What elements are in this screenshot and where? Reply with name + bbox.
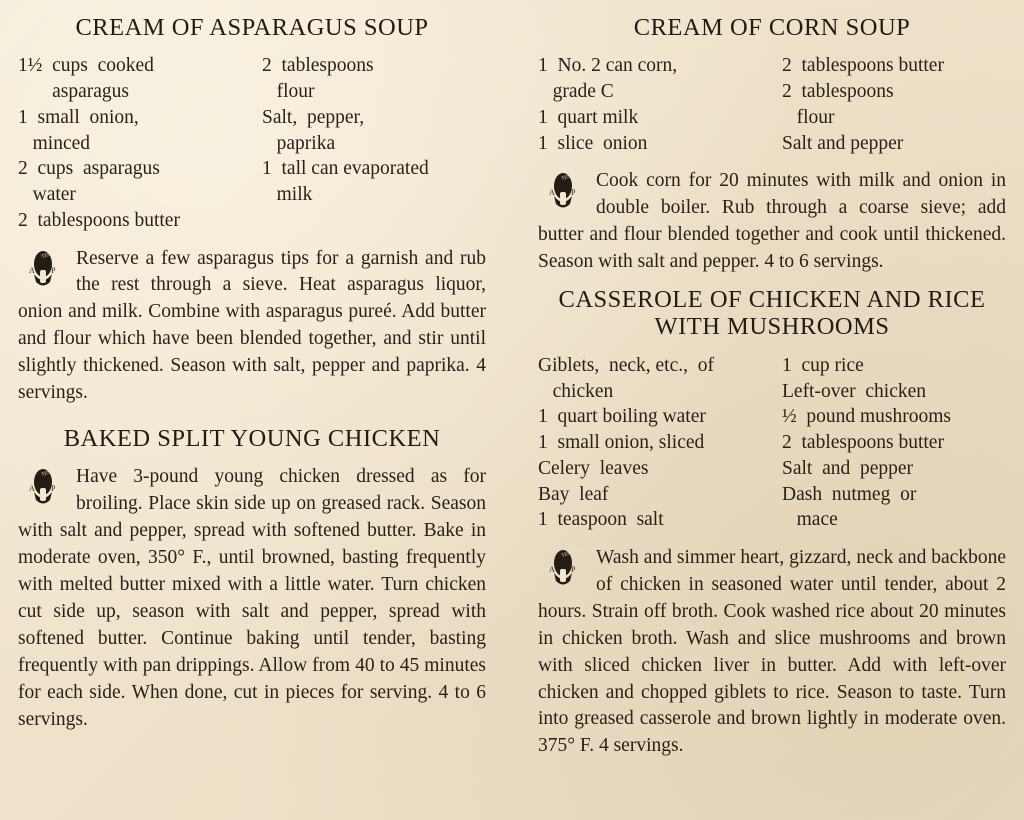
svg-text:A: A xyxy=(549,565,555,575)
svg-text:TESTED: TESTED xyxy=(561,171,581,183)
method-text: Reserve a few asparagus tips for a garnish and rub the rest through a sieve. Heat asparagus liquor, onion and milk. Combine with asparagus pureé. Add butter and flour which have been blended together, and stir until slightly thickened. Season with salt, pepper and paprika. 4 servings. xyxy=(18,247,486,404)
ingredient-column-right xyxy=(772,353,1006,533)
ap-tested-seal-icon xyxy=(540,170,586,216)
recipe-title-casserole-chicken-rice: CASSEROLE OF CHICKEN AND RICE WITH MUSHROOMS xyxy=(558,286,986,341)
svg-text:A: A xyxy=(29,265,35,275)
ingredient-line: minced xyxy=(18,132,91,154)
ingredient-line: asparagus xyxy=(18,81,130,103)
ingredient-line: 1 slice onion xyxy=(538,132,648,154)
right-column xyxy=(512,14,1006,814)
ingredient-line: Dash nutmeg or xyxy=(782,483,917,505)
ingredient-line: 2 tablespoons xyxy=(262,55,374,77)
ingredient-line: 1 quart boiling water xyxy=(538,406,706,428)
ingredient-line: flour xyxy=(262,81,315,103)
ingredient-line: Giblets, neck, etc., of xyxy=(538,354,714,376)
svg-text:P: P xyxy=(571,188,576,198)
ingredient-line: Celery leaves xyxy=(538,457,649,479)
svg-text:P: P xyxy=(51,265,56,275)
ingredient-line: Left-over chicken xyxy=(782,380,927,402)
svg-text:A: A xyxy=(549,188,555,198)
ingredient-line: 2 tablespoons butter xyxy=(782,432,944,454)
ingredient-line: grade C xyxy=(538,81,614,103)
section-spacer xyxy=(18,417,486,425)
recipe-method-asparagus-soup xyxy=(18,246,486,407)
ingredient-line: mace xyxy=(782,509,838,531)
ingredient-list-casserole xyxy=(538,353,1006,533)
svg-text:TESTED: TESTED xyxy=(41,248,61,260)
ingredient-line: milk xyxy=(262,184,313,206)
svg-text:TESTED: TESTED xyxy=(41,467,61,479)
ingredient-list-asparagus-soup xyxy=(18,53,486,233)
recipe-method-casserole-chicken-rice xyxy=(538,545,1006,760)
method-text: Have 3-pound young chicken dressed as for broiling. Place skin side up on greased rack. Season with salt and pepper, spread with softened butter. Bake in moderate oven, 350° F., until browned, basting frequently with melted butter mixed with a little water. Turn chicken cut side up, season with salt and pepper, spread with softened butter. Continue baking until tender, basting frequently with pan drippings. Allow from 40 to 45 minutes for each side. When done, cut in pieces for serving. 4 to 6 servings. xyxy=(18,466,486,730)
ingredient-column-left xyxy=(538,53,772,156)
ingredient-line: water xyxy=(18,184,76,206)
recipe-method-baked-split-young-chicken xyxy=(18,464,486,733)
ingredient-line: 1 teaspoon salt xyxy=(538,509,664,531)
ingredient-line: chicken xyxy=(538,380,614,402)
ingredient-line: 2 tablespoons butter xyxy=(18,209,180,231)
ingredient-line: 1 cup rice xyxy=(782,354,864,376)
ingredient-column-left xyxy=(18,53,252,233)
ap-tested-seal-icon xyxy=(540,547,586,593)
recipe-title-asparagus-soup: CREAM OF ASPARAGUS SOUP xyxy=(75,14,429,41)
ingredient-line: Salt and pepper xyxy=(782,457,914,479)
recipe-title-baked-split-young-chicken: BAKED SPLIT YOUNG CHICKEN xyxy=(63,425,441,453)
ingredient-line: 1 small onion, sliced xyxy=(538,432,705,454)
ingredient-line: Salt and pepper xyxy=(782,132,904,154)
ingredient-line: 2 tablespoons xyxy=(782,81,894,103)
svg-text:TESTED: TESTED xyxy=(561,548,581,559)
ingredient-line: 1 quart milk xyxy=(538,106,639,128)
ingredient-column-left xyxy=(538,353,772,533)
ingredient-column-right xyxy=(772,53,1006,156)
ingredient-line: 1 No. 2 can corn, xyxy=(538,55,678,77)
ingredient-line: 2 cups asparagus xyxy=(18,158,160,180)
ingredient-line: flour xyxy=(782,106,835,128)
ingredient-line: 1 tall can evaporated xyxy=(262,158,429,180)
recipe-title-corn-soup: CREAM OF CORN SOUP xyxy=(633,14,911,41)
ingredient-line: 1½ cups cooked xyxy=(18,55,154,77)
ap-tested-seal-icon xyxy=(20,248,66,294)
ingredient-line: Bay leaf xyxy=(538,483,609,505)
ingredient-line: Salt, pepper, xyxy=(262,106,365,128)
ingredient-line: 2 tablespoons butter xyxy=(782,55,944,77)
ingredient-line: paprika xyxy=(262,132,336,154)
left-column xyxy=(18,14,512,814)
ingredient-column-right xyxy=(252,53,486,233)
svg-text:P: P xyxy=(51,484,56,494)
two-column-layout xyxy=(18,14,1006,814)
svg-text:P: P xyxy=(571,565,576,575)
svg-text:A: A xyxy=(29,484,35,494)
method-text: Cook corn for 20 minutes with milk and onion in double boiler. Rub through a coarse sieve; add butter and flour blended together and cook until thickened. Season with salt and pepper. 4 to 6 servings. xyxy=(538,170,1006,273)
ingredient-list-corn-soup xyxy=(538,53,1006,156)
method-text: Wash and simmer heart, gizzard, neck and backbone of chicken in seasoned water until tender, about 2 hours. Strain off broth. Cook washed rice about 20 minutes in chicken broth. Wash and slice mushrooms and brown with sliced chicken liver in butter. Add with left-over chicken and chopped giblets to rice. Season to taste. Turn into greased casserole and brown lightly in moderate oven. 375° F. 4 servings. xyxy=(538,547,1006,757)
recipe-method-corn-soup xyxy=(538,168,1006,276)
ingredient-line: 1 small onion, xyxy=(18,106,139,128)
ingredient-line: ½ pound mushrooms xyxy=(782,406,952,428)
ap-tested-seal-icon xyxy=(20,466,66,512)
